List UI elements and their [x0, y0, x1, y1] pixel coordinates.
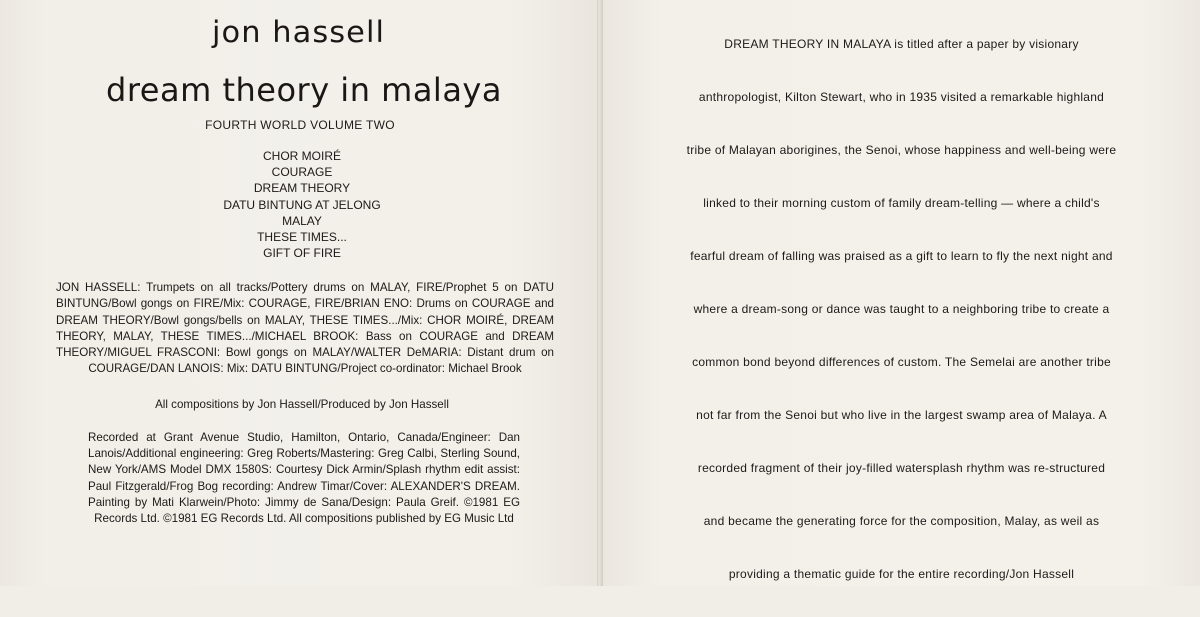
album-subtitle: FOURTH WORLD VOLUME TWO	[205, 118, 395, 132]
track-item: THESE TIMES...	[257, 230, 347, 245]
track-item: COURAGE	[271, 165, 333, 180]
essay-line: providing a thematic guide for the entire recording/Jon Hassell	[728, 567, 1075, 581]
right-panel	[603, 0, 1200, 586]
album-title: dream theory in malaya	[106, 71, 502, 109]
essay-line: anthropologist, Kilton Stewart, who in 1935 visited a remarkable highland	[698, 90, 1105, 104]
track-item: DREAM THEORY	[253, 181, 351, 196]
essay-line: fearful dream of falling was praised as a gift to learn to fly the next night and	[690, 249, 1113, 263]
essay-line: tribe of Malayan aborigines, the Senoi, whose happiness and well-being were	[686, 143, 1117, 157]
essay-line: DREAM THEORY IN MALAYA is titled after a paper by visionary	[724, 37, 1079, 51]
liner-essay	[603, 34, 1200, 617]
personnel-credits: JON HASSELL: Trumpets on all tracks/Pottery drums on MALAY, FIRE/Prophet 5 on DATU BINTUNG/Bowl gongs on FIRE/Mix: COURAGE, FIRE/BRIAN ENO: Drums on COURAGE and DREAM THEORY/Bowl gongs/bells on MALAY, THESE TIMES.../Mix: CHOR MOIRÉ, DREAM THEORY, MALAY, THESE TIMES.../MICHAEL BROOK: Bass on COURAGE and DREAM THEORY/MIGUEL FRASCONI: Bowl gongs on MALAY/WALTER DeMARIA: Distant drum on COURAGE/DAN LANOIS: Mix: DATU BINTUNG/Project co-ordinator: Michael Brook	[56, 281, 554, 376]
tracklist	[0, 148, 604, 261]
essay-line: recorded fragment of their joy-filled watersplash rhythm was re-structured	[697, 461, 1106, 475]
track-item: GIFT OF FIRE	[263, 246, 341, 261]
essay-line: linked to their morning custom of family dream-telling — where a child's	[703, 196, 1100, 210]
track-item: MALAY	[282, 213, 322, 228]
essay-line: not far from the Senoi but who live in the largest swamp area of Malaya. A	[696, 408, 1107, 422]
track-item: DATU BINTUNG AT JELONG	[223, 197, 381, 212]
essay-line: common bond beyond differences of custom. The Semelai are another tribe	[692, 355, 1111, 369]
recording-credits: Recorded at Grant Avenue Studio, Hamilton, Ontario, Canada/Engineer: Dan Lanois/Additional engineering: Greg Roberts/Mastering: Greg Calbi, Sterling Sound, New York/AMS Model DMX 1580S: Courtesy Dick Armin/Splash rhythm edit assist: Paul Fitzgerald/Frog Bog recording: Andrew Timar/Cover: ALEXANDER'S DREAM. Painting by Mati Klarwein/Photo: Jimmy de Sana/Design: Paula Greif. ©1981 EG Records Ltd. ©1981 EG Records Ltd. All compositions published by EG Music Ltd	[88, 431, 520, 526]
compositions-credit: All compositions by Jon Hassell/Produced by Jon Hassell	[155, 398, 449, 411]
artist-name: jon hassell	[212, 15, 385, 49]
track-item: CHOR MOIRÉ	[263, 149, 341, 163]
left-panel	[0, 0, 597, 586]
essay-line: and became the generating force for the composition, Malay, as weil as	[703, 514, 1100, 528]
essay-line: where a dream-song or dance was taught to a neighboring tribe to create a	[693, 302, 1110, 316]
